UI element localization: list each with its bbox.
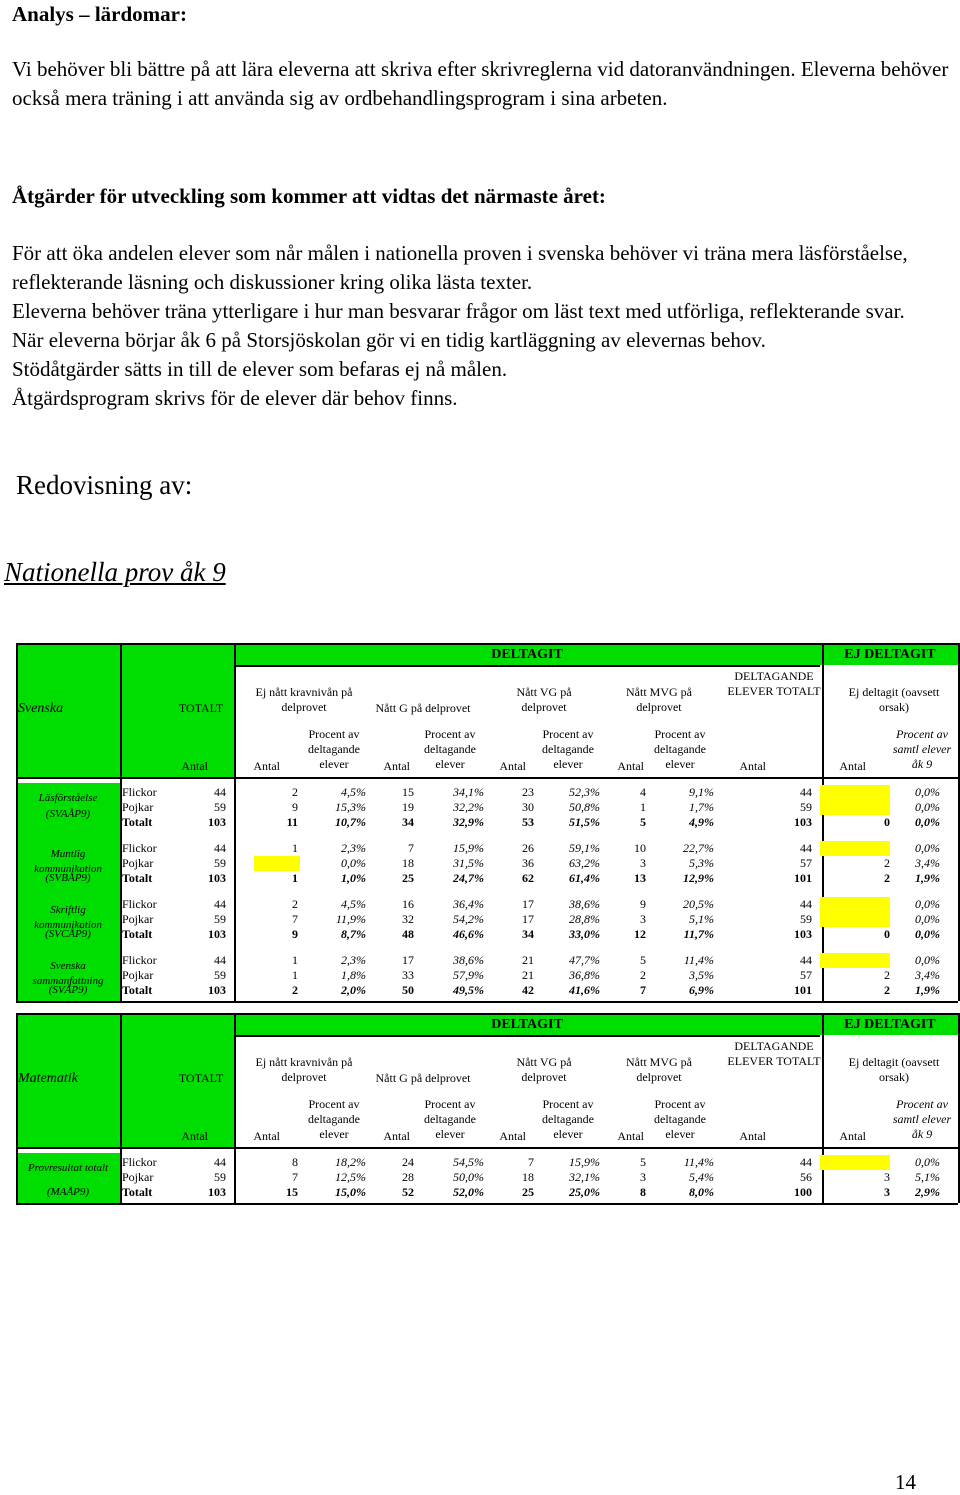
ej-deltagit-header: EJ DELTAGIT — [844, 1017, 936, 1032]
cell-g_p: 34,1% — [453, 785, 484, 799]
cell-ej: 7 — [292, 1170, 298, 1184]
cell-vg: 21 — [522, 968, 534, 982]
cell-total: 103 — [208, 1185, 226, 1199]
cell-dt: 44 — [800, 1155, 812, 1169]
procent-samtl-subheader: Procent av samtl elever åk 9 — [892, 1097, 952, 1141]
cell-g: 19 — [402, 800, 414, 814]
grid-vline — [16, 643, 18, 1001]
antal-subheader: Antal — [617, 759, 644, 773]
cell-mvg: 3 — [640, 912, 646, 926]
cell-ej: 9 — [292, 800, 298, 814]
row-label: Pojkar — [122, 800, 154, 814]
cell-ej: 15 — [286, 1185, 298, 1199]
cell-dt: 101 — [794, 983, 812, 997]
cell-mvg_p: 11,4% — [683, 953, 714, 967]
group-name: Skriftlig kommunikation — [34, 904, 102, 931]
cell-g_p: 24,7% — [453, 871, 484, 885]
cell-vg: 34 — [522, 927, 534, 941]
actions-paragraph: Eleverna behöver träna ytterligare i hur man besvarar frågor om läst text med utförliga, reflekterande svar. — [12, 299, 905, 323]
cell-g: 50 — [402, 983, 414, 997]
cell-g_p: 49,5% — [453, 983, 484, 997]
procent-samtl-subheader: Procent av samtl elever åk 9 — [892, 727, 952, 771]
cell-ej_p: 4,5% — [341, 785, 366, 799]
cell-mvg_p: 5,3% — [689, 856, 714, 870]
cell-mvg_p: 5,4% — [689, 1170, 714, 1184]
antal-subheader: Antal — [617, 1129, 644, 1143]
cell-ej_p: 15,3% — [335, 800, 366, 814]
cell-mvg: 2 — [640, 968, 646, 982]
cell-total: 103 — [208, 871, 226, 885]
antal-subheader: Antal — [739, 759, 766, 773]
cell-g: 33 — [402, 968, 414, 982]
cell-vg: 42 — [522, 983, 534, 997]
cell-ej: 1 — [292, 953, 298, 967]
cell-g: 25 — [402, 871, 414, 885]
cell-g: 16 — [402, 897, 414, 911]
actions-paragraph: När eleverna börjar åk 6 på Storsjöskolan gör vi en tidig kartläggning av elevernas behov. — [12, 328, 766, 352]
cell-ejd_p: 0,0% — [915, 1155, 940, 1169]
cell-mvg: 10 — [634, 841, 646, 855]
cell-mvg_p: 1,7% — [689, 800, 714, 814]
cell-ej_p: 2,3% — [341, 841, 366, 855]
natt-g-header: Nått G på delprovet — [375, 1071, 471, 1085]
grid-hline — [16, 777, 958, 779]
cell-g_p: 54,2% — [453, 912, 484, 926]
cell-ejd_p: 0,0% — [915, 897, 940, 911]
cell-ej_p: 2,3% — [341, 953, 366, 967]
cell-g: 52 — [402, 1185, 414, 1199]
cell-mvg_p: 12,9% — [683, 871, 714, 885]
cell-ej_p: 2,0% — [341, 983, 366, 997]
cell-mvg_p: 9,1% — [689, 785, 714, 799]
row-label: Totalt — [122, 871, 153, 885]
antal-subheader: Antal — [181, 759, 208, 773]
cell-mvg_p: 6,9% — [689, 983, 714, 997]
cell-ej: 2 — [292, 897, 298, 911]
cell-ejd_p: 1,9% — [915, 983, 940, 997]
procent-subheader: Procent av deltagande elever — [424, 727, 476, 771]
cell-vg: 18 — [522, 1170, 534, 1184]
cell-vg_p: 50,8% — [569, 800, 600, 814]
cell-g: 18 — [402, 856, 414, 870]
cell-ej_p: 12,5% — [335, 1170, 366, 1184]
actions-paragraph: För att öka andelen elever som når målen i nationella proven i svenska behöver vi träna mera läsförståelse, reflekterande läsning och diskussioner kring olika lästa texter. — [12, 241, 908, 294]
cell-ej: 1 — [292, 871, 298, 885]
row-label: Totalt — [122, 927, 153, 941]
row-label: Totalt — [122, 983, 153, 997]
cell-vg_p: 36,8% — [569, 968, 600, 982]
cell-ej_p: 1,8% — [341, 968, 366, 982]
cell-vg: 30 — [522, 800, 534, 814]
cell-total: 103 — [208, 983, 226, 997]
grid-vline — [234, 1013, 236, 1203]
cell-g_p: 52,0% — [453, 1185, 484, 1199]
cell-vg_p: 15,9% — [569, 1155, 600, 1169]
cell-total: 44 — [214, 1155, 226, 1169]
cell-total: 59 — [214, 1170, 226, 1184]
cell-g: 7 — [408, 841, 414, 855]
cell-vg_p: 59,1% — [569, 841, 600, 855]
cell-dt: 59 — [800, 912, 812, 926]
ej-deltagit-col-header: Ej deltagit (oavsett orsak) — [848, 685, 940, 714]
cell-g: 17 — [402, 953, 414, 967]
cell-ejd: 0 — [884, 927, 890, 941]
row-label: Flickor — [122, 953, 157, 967]
cell-total: 44 — [214, 953, 226, 967]
cell-g: 48 — [402, 927, 414, 941]
cell-vg_p: 41,6% — [569, 983, 600, 997]
cell-vg: 25 — [522, 1185, 534, 1199]
cell-g: 32 — [402, 912, 414, 926]
cell-total: 103 — [208, 815, 226, 829]
grid-hline — [16, 1013, 958, 1015]
cell-ej_p: 8,7% — [341, 927, 366, 941]
cell-vg_p: 51,5% — [569, 815, 600, 829]
cell-ejd_p: 0,0% — [915, 800, 940, 814]
deltagit-header: DELTAGIT — [491, 647, 563, 662]
cell-dt: 44 — [800, 841, 812, 855]
cell-g: 15 — [402, 785, 414, 799]
cell-g_p: 15,9% — [453, 841, 484, 855]
cell-g_p: 32,2% — [453, 800, 484, 814]
antal-subheader: Antal — [253, 1129, 280, 1143]
empty-ej-deltagit-cell — [820, 912, 890, 927]
grid-vline — [234, 643, 236, 1001]
actions-paragraph: Stödåtgärder sätts in till de elever som befaras ej nå målen. — [12, 357, 508, 381]
cell-mvg: 1 — [640, 800, 646, 814]
cell-vg: 17 — [522, 912, 534, 926]
cell-mvg_p: 11,7% — [683, 927, 714, 941]
cell-ej_p: 0,0% — [341, 856, 366, 870]
row-label: Pojkar — [122, 1170, 154, 1184]
analysis-text: Vi behöver bli bättre på att lära eleverna att skriva efter skrivreglerna vid datoranvändningen. Eleverna behöver också mera träning i att använda sig av ordbehandlingsprogram i sina arbeten. — [12, 57, 949, 110]
cell-vg: 7 — [528, 1155, 534, 1169]
procent-subheader: Procent av deltagande elever — [654, 1097, 706, 1141]
cell-ejd_p: 2,9% — [915, 1185, 940, 1199]
cell-mvg_p: 8,0% — [689, 1185, 714, 1199]
cell-ej: 1 — [292, 968, 298, 982]
cell-ejd: 3 — [884, 1170, 890, 1184]
cell-vg: 36 — [522, 856, 534, 870]
cell-vg_p: 52,3% — [569, 785, 600, 799]
ej-natt-header: Ej nått kravnivån på delprovet — [255, 1055, 353, 1084]
cell-dt: 57 — [800, 856, 812, 870]
grid-hline — [16, 1001, 958, 1003]
cell-ejd: 2 — [884, 871, 890, 885]
cell-vg_p: 33,0% — [569, 927, 600, 941]
group-code: (SVCÅP9) — [45, 928, 91, 940]
row-label: Totalt — [122, 815, 153, 829]
analysis-title: Analys – lärdomar: — [12, 2, 187, 26]
totalt-header: TOTALT — [178, 1071, 224, 1085]
row-label: Flickor — [122, 841, 157, 855]
deltagande-totalt-header: DELTAGANDE ELEVER TOTALT — [727, 1039, 821, 1068]
grid-hline — [16, 1147, 958, 1149]
empty-ej-deltagit-cell — [820, 800, 890, 815]
cell-vg: 23 — [522, 785, 534, 799]
empty-ej-cell — [254, 856, 300, 871]
cell-ej_p: 4,5% — [341, 897, 366, 911]
cell-total: 44 — [214, 897, 226, 911]
cell-ejd_p: 3,4% — [915, 856, 940, 870]
cell-dt: 103 — [794, 815, 812, 829]
cell-vg_p: 47,7% — [569, 953, 600, 967]
cell-dt: 44 — [800, 953, 812, 967]
grid-hline — [16, 1203, 958, 1205]
cell-mvg_p: 4,9% — [689, 815, 714, 829]
cell-total: 44 — [214, 785, 226, 799]
antal-subheader: Antal — [839, 759, 866, 773]
cell-total: 59 — [214, 800, 226, 814]
group-code: (SVAÅP9) — [45, 808, 91, 820]
natt-vg-header: Nått VG på delprovet — [516, 1055, 572, 1084]
cell-ejd_p: 0,0% — [915, 841, 940, 855]
antal-subheader: Antal — [839, 1129, 866, 1143]
cell-mvg: 7 — [640, 983, 646, 997]
cell-ejd_p: 0,0% — [915, 953, 940, 967]
procent-subheader: Procent av deltagande elever — [308, 1097, 360, 1141]
cell-mvg: 3 — [640, 856, 646, 870]
row-label: Flickor — [122, 785, 157, 799]
cell-total: 59 — [214, 912, 226, 926]
cell-dt: 57 — [800, 968, 812, 982]
cell-g: 28 — [402, 1170, 414, 1184]
cell-ej: 7 — [292, 912, 298, 926]
cell-mvg: 5 — [640, 815, 646, 829]
cell-mvg: 9 — [640, 897, 646, 911]
cell-ejd_p: 3,4% — [915, 968, 940, 982]
row-label: Pojkar — [122, 856, 154, 870]
natt-g-header: Nått G på delprovet — [375, 701, 471, 715]
cell-dt: 59 — [800, 800, 812, 814]
procent-subheader: Procent av deltagande elever — [654, 727, 706, 771]
group-code: (MAÅP9) — [46, 1186, 90, 1198]
cell-vg: 62 — [522, 871, 534, 885]
cell-ejd_p: 0,0% — [915, 785, 940, 799]
cell-g_p: 32,9% — [453, 815, 484, 829]
nationella-heading: Nationella prov åk 9 — [4, 557, 226, 587]
cell-ejd: 3 — [884, 1185, 890, 1199]
cell-ej: 11 — [286, 815, 298, 829]
cell-g_p: 36,4% — [453, 897, 484, 911]
ej-deltagit-col-header: Ej deltagit (oavsett orsak) — [848, 1055, 940, 1084]
grid-hline — [234, 1035, 820, 1037]
cell-vg_p: 63,2% — [569, 856, 600, 870]
cell-mvg_p: 22,7% — [683, 841, 714, 855]
deltagit-header: DELTAGIT — [491, 1017, 563, 1032]
cell-ej: 2 — [292, 983, 298, 997]
cell-ej: 1 — [292, 841, 298, 855]
cell-ejd_p: 1,9% — [915, 871, 940, 885]
cell-total: 103 — [208, 927, 226, 941]
cell-ej_p: 11,9% — [335, 912, 366, 926]
group-code: (SVBÅP9) — [45, 872, 91, 884]
antal-subheader: Antal — [383, 759, 410, 773]
cell-ejd: 0 — [884, 815, 890, 829]
group-name: Muntlig kommunikation — [34, 848, 102, 875]
cell-g_p: 50,0% — [453, 1170, 484, 1184]
cell-vg: 26 — [522, 841, 534, 855]
row-label: Flickor — [122, 897, 157, 911]
empty-ej-deltagit-cell — [820, 953, 890, 968]
cell-mvg_p: 5,1% — [689, 912, 714, 926]
cell-mvg_p: 3,5% — [689, 968, 714, 982]
cell-vg_p: 32,1% — [569, 1170, 600, 1184]
cell-vg_p: 25,0% — [569, 1185, 600, 1199]
procent-subheader: Procent av deltagande elever — [542, 1097, 594, 1141]
cell-ej: 2 — [292, 785, 298, 799]
cell-vg_p: 28,8% — [569, 912, 600, 926]
cell-dt: 103 — [794, 927, 812, 941]
antal-subheader: Antal — [739, 1129, 766, 1143]
cell-ejd_p: 0,0% — [915, 912, 940, 926]
natt-mvg-header: Nått MVG på delprovet — [626, 1055, 692, 1084]
cell-mvg: 5 — [640, 1155, 646, 1169]
cell-mvg: 12 — [634, 927, 646, 941]
cell-g_p: 31,5% — [453, 856, 484, 870]
cell-vg_p: 38,6% — [569, 897, 600, 911]
cell-g_p: 57,9% — [453, 968, 484, 982]
cell-ej: 8 — [292, 1155, 298, 1169]
deltagande-totalt-header: DELTAGANDE ELEVER TOTALT — [727, 669, 821, 698]
page-number: 14 — [895, 1470, 916, 1494]
cell-ejd_p: 0,0% — [915, 815, 940, 829]
actions-paragraph: Åtgärdsprogram skrivs för de elever där behov finns. — [12, 386, 458, 410]
cell-vg_p: 61,4% — [569, 871, 600, 885]
cell-mvg: 5 — [640, 953, 646, 967]
row-label: Pojkar — [122, 912, 154, 926]
antal-subheader: Antal — [181, 1129, 208, 1143]
cell-ejd: 2 — [884, 856, 890, 870]
subject-name: Matematik — [18, 1071, 78, 1086]
antal-subheader: Antal — [253, 759, 280, 773]
cell-ejd: 2 — [884, 968, 890, 982]
cell-dt: 56 — [800, 1170, 812, 1184]
cell-dt: 100 — [794, 1185, 812, 1199]
cell-mvg_p: 11,4% — [683, 1155, 714, 1169]
cell-g_p: 38,6% — [453, 953, 484, 967]
cell-mvg: 13 — [634, 871, 646, 885]
natt-vg-header: Nått VG på delprovet — [516, 685, 572, 714]
grid-hline — [16, 643, 958, 645]
cell-g_p: 46,6% — [453, 927, 484, 941]
cell-ejd: 2 — [884, 983, 890, 997]
empty-ej-deltagit-cell — [820, 841, 890, 856]
group-name: Läsförståelse — [38, 792, 98, 804]
group-name: Svenska sammanfattning — [32, 960, 104, 987]
cell-total: 59 — [214, 968, 226, 982]
cell-ejd_p: 5,1% — [915, 1170, 940, 1184]
cell-g: 34 — [402, 815, 414, 829]
cell-g_p: 54,5% — [453, 1155, 484, 1169]
procent-subheader: Procent av deltagande elever — [542, 727, 594, 771]
cell-ej_p: 15,0% — [335, 1185, 366, 1199]
cell-mvg: 4 — [640, 785, 646, 799]
empty-ej-deltagit-cell — [820, 1155, 890, 1170]
ej-natt-header: Ej nått kravnivån på delprovet — [255, 685, 353, 714]
empty-ej-deltagit-cell — [820, 785, 890, 800]
cell-ej_p: 10,7% — [335, 815, 366, 829]
redovisning-heading: Redovisning av: — [16, 470, 193, 500]
row-label: Pojkar — [122, 968, 154, 982]
row-label: Flickor — [122, 1155, 157, 1169]
grid-hline — [234, 665, 820, 667]
cell-total: 59 — [214, 856, 226, 870]
cell-dt: 101 — [794, 871, 812, 885]
row-label: Totalt — [122, 1185, 153, 1199]
group-name: Provresultat totalt — [27, 1162, 109, 1174]
natt-mvg-header: Nått MVG på delprovet — [626, 685, 692, 714]
antal-subheader: Antal — [383, 1129, 410, 1143]
cell-vg: 17 — [522, 897, 534, 911]
cell-dt: 44 — [800, 897, 812, 911]
cell-dt: 44 — [800, 785, 812, 799]
group-code: (SVÅP9) — [48, 984, 88, 996]
cell-total: 44 — [214, 841, 226, 855]
cell-g: 24 — [402, 1155, 414, 1169]
procent-subheader: Procent av deltagande elever — [424, 1097, 476, 1141]
cell-ej: 9 — [292, 927, 298, 941]
actions-title: Åtgärder för utveckling som kommer att vidtas det närmaste året: — [12, 184, 606, 208]
subject-name: Svenska — [18, 701, 64, 716]
antal-subheader: Antal — [499, 759, 526, 773]
cell-mvg: 8 — [640, 1185, 646, 1199]
cell-ejd_p: 0,0% — [915, 927, 940, 941]
ej-deltagit-header: EJ DELTAGIT — [844, 647, 936, 662]
cell-ej_p: 1,0% — [341, 871, 366, 885]
antal-subheader: Antal — [499, 1129, 526, 1143]
empty-ej-deltagit-cell — [820, 897, 890, 912]
cell-mvg: 3 — [640, 1170, 646, 1184]
cell-vg: 53 — [522, 815, 534, 829]
procent-subheader: Procent av deltagande elever — [308, 727, 360, 771]
cell-vg: 21 — [522, 953, 534, 967]
totalt-header: TOTALT — [178, 701, 224, 715]
cell-mvg_p: 20,5% — [683, 897, 714, 911]
cell-ej_p: 18,2% — [335, 1155, 366, 1169]
